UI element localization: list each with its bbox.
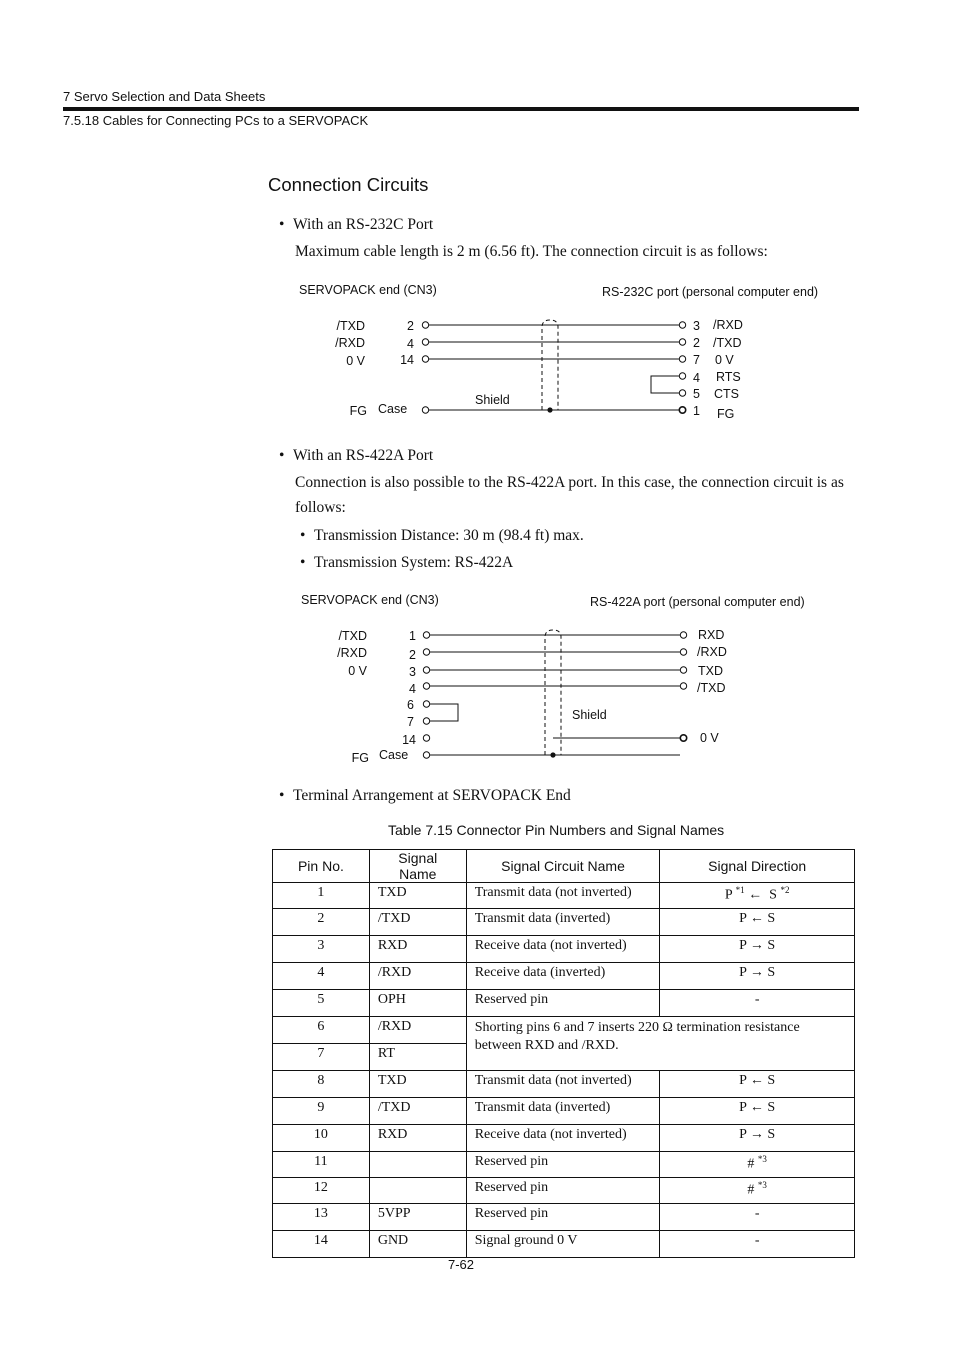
chapter-header: 7 Servo Selection and Data Sheets <box>63 89 266 104</box>
svg-text:5: 5 <box>693 387 700 401</box>
table-row: 11 Reserved pin # $^{*3}$ <box>273 1152 855 1178</box>
svg-text:2: 2 <box>693 336 700 350</box>
svg-text:4: 4 <box>693 371 700 385</box>
svg-text:Case: Case <box>378 402 408 416</box>
table-row: 14 GND Signal ground 0 V - <box>273 1231 855 1258</box>
svg-text:6: 6 <box>407 698 414 712</box>
svg-text:0 V: 0 V <box>348 664 367 678</box>
svg-text:RXD: RXD <box>698 628 725 642</box>
rs232-text: Maximum cable length is 2 m (6.56 ft). The connection circuit is as follows: <box>295 243 768 260</box>
svg-text:2: 2 <box>407 319 414 333</box>
table-row: 2 /TXD Transmit data (inverted) P ← S <box>273 909 855 936</box>
section-header: 7.5.18 Cables for Connecting PCs to a SERVOPACK <box>63 113 369 128</box>
table-row: 12 Reserved pin # $^{*3}$ <box>273 1178 855 1204</box>
svg-text:CTS: CTS <box>714 387 739 401</box>
svg-text:4: 4 <box>407 337 414 351</box>
header-signal-circuit: Signal Circuit Name <box>466 850 660 883</box>
svg-text:FG: FG <box>349 404 367 418</box>
table-row: 5 OPH Reserved pin - <box>273 990 855 1017</box>
table-row: 4 /RXD Receive data (inverted) P → S <box>273 963 855 990</box>
section-title: Connection Circuits <box>268 174 429 195</box>
svg-text:14: 14 <box>400 353 414 367</box>
svg-text:/TXD: /TXD <box>713 336 742 350</box>
svg-text:/RXD: /RXD <box>713 318 743 332</box>
table-row: 7 RT <box>273 1044 855 1071</box>
rs232-left-title: SERVOPACK end (CN3) <box>299 283 437 297</box>
table-caption: Table 7.15 Connector Pin Numbers and Signal Names <box>388 822 725 838</box>
svg-text:3: 3 <box>409 665 416 679</box>
svg-text:TXD: TXD <box>698 664 723 678</box>
svg-text:0 V: 0 V <box>346 354 365 368</box>
rs422-text-2: follows: <box>295 499 346 516</box>
svg-text:FG: FG <box>717 407 735 421</box>
page-number: 7-62 <box>448 1257 475 1272</box>
table-header-row <box>273 850 855 883</box>
svg-text:0 V: 0 V <box>700 731 719 745</box>
svg-text:FG: FG <box>351 751 369 765</box>
svg-text:7: 7 <box>407 715 414 729</box>
svg-text:/RXD: /RXD <box>337 646 367 660</box>
svg-text:3: 3 <box>693 319 700 333</box>
header-signal-name: Signal Name <box>369 850 466 883</box>
svg-text:Shield: Shield <box>572 708 607 722</box>
svg-text:Case: Case <box>379 748 409 762</box>
rs422-bullet: • With an RS-422A Port <box>293 447 433 465</box>
svg-text:1: 1 <box>409 629 416 643</box>
rs422-sub-bullet-2: • Transmission System: RS-422A <box>314 554 513 572</box>
table-row: 6 /RXD Shorting pins 6 and 7 inserts 220 Ω termination resistance between RXD and /RXD. <box>273 1017 855 1044</box>
table-row: 9 /TXD Transmit data (inverted) P ← S <box>273 1098 855 1125</box>
table-row: 13 5VPP Reserved pin - <box>273 1204 855 1231</box>
rs422-left-title: SERVOPACK end (CN3) <box>301 593 439 607</box>
table-row: 1 TXD Transmit data (not inverted) P $^{*1}$ ← S $^{*2}$ <box>273 883 855 909</box>
svg-text:14: 14 <box>402 733 416 747</box>
row1-direction: P $^{*1}$ ← S $^{*2}$ <box>660 883 855 909</box>
rs422-right-title: RS-422A port (personal computer end) <box>590 595 805 609</box>
svg-text:/TXD: /TXD <box>697 681 726 695</box>
terminal-bullet: • Terminal Arrangement at SERVOPACK End <box>293 787 571 805</box>
rs232-bullet: • With an RS-232C Port <box>293 216 433 234</box>
svg-text:Shield: Shield <box>475 393 510 407</box>
pin-table <box>272 849 855 1258</box>
termination-note: Shorting pins 6 and 7 inserts 220 Ω termination resistance between RXD and /RXD. <box>466 1017 854 1071</box>
rs232-right-title: RS-232C port (personal computer end) <box>602 285 819 299</box>
svg-text:1: 1 <box>693 404 700 418</box>
svg-text:/RXD: /RXD <box>335 336 365 350</box>
table-row: 10 RXD Receive data (not inverted) P → S <box>273 1125 855 1152</box>
svg-text:/TXD: /TXD <box>336 319 365 333</box>
svg-text:7: 7 <box>693 353 700 367</box>
svg-text:4: 4 <box>409 682 416 696</box>
svg-text:/TXD: /TXD <box>338 629 367 643</box>
svg-text:RTS: RTS <box>716 370 741 384</box>
header-signal-direction: Signal Direction <box>660 850 855 883</box>
table-row: 8 TXD Transmit data (not inverted) P ← S <box>273 1071 855 1098</box>
rs422-text-1: Connection is also possible to the RS-422A port. In this case, the connection circuit is as <box>295 474 844 491</box>
header-pin-no: Pin No. <box>273 850 370 883</box>
svg-text:/RXD: /RXD <box>697 645 727 659</box>
svg-text:0 V: 0 V <box>715 353 734 367</box>
svg-text:2: 2 <box>409 648 416 662</box>
rs422-sub-bullet-1: • Transmission Distance: 30 m (98.4 ft) max. <box>314 527 584 545</box>
table-row: 3 RXD Receive data (not inverted) P → S <box>273 936 855 963</box>
